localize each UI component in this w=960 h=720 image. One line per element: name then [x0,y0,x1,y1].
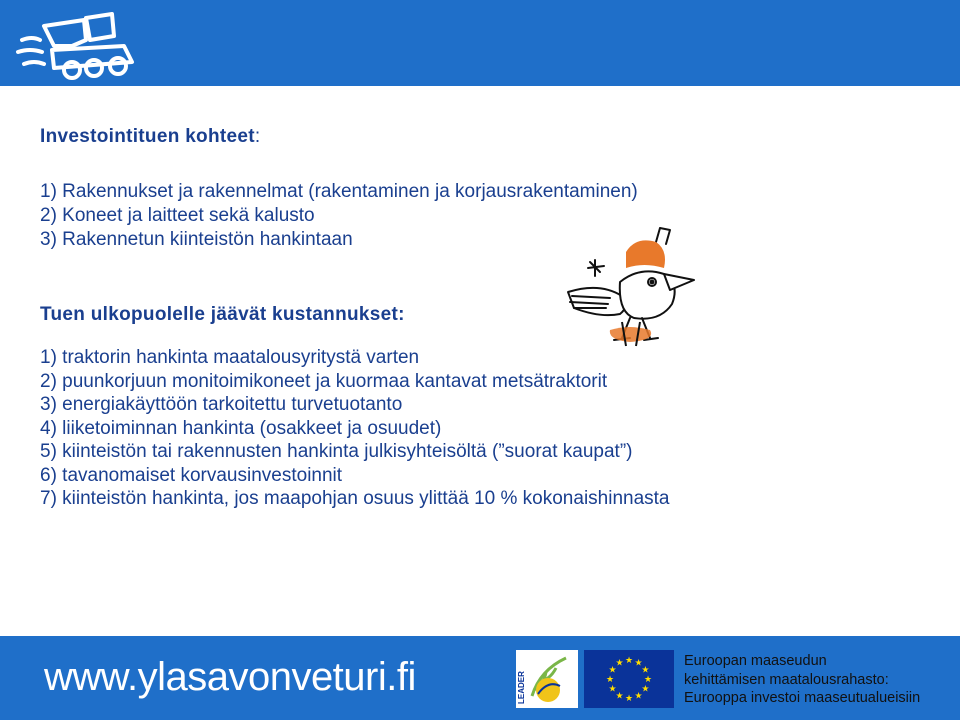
eu-star: ★ [641,683,650,694]
list-item: 2) puunkorjuun monitoimikoneet ja kuormaa kantavat metsätraktorit [40,370,608,392]
cartoon-bird-icon [560,222,710,357]
eu-star: ★ [615,657,624,668]
list-item: 4) liiketoiminnan hankinta (osakkeet ja osuudet) [40,417,442,439]
eu-flag [584,650,674,708]
eu-star: ★ [624,693,634,703]
leader-label: LEADER [517,671,526,704]
eu-star: ★ [615,690,624,701]
eu-text-line: kehittämisen maatalousrahasto: [684,671,889,688]
train-logo-icon [14,6,144,82]
header-bar [0,0,960,86]
list-item: 3) Rakennetun kiinteistön hankintaan [40,229,353,250]
eu-flag-icon [584,650,674,708]
eu-star: ★ [643,674,653,684]
list-item: 3) energiakäyttöön tarkoitettu turvetuotanto [40,394,403,415]
eu-text-line: Euroopan maaseudun [684,653,827,669]
eu-star: ★ [605,674,615,684]
section-title-investment: Investointituen kohteet: [40,126,261,147]
website-link[interactable]: www.ylasavonveturi.fi [44,655,416,699]
eu-fund-text [684,652,920,708]
eu-star: ★ [608,664,617,675]
list-item: 6) tavanomaiset korvausinvestoinnit [40,464,343,486]
leader-logo [516,650,578,708]
investment-list [40,180,638,252]
eu-text-line: Eurooppa investoi maaseutualueisiin [684,690,921,706]
leader-logo-icon [516,650,578,708]
section-title-excluded: Tuen ulkopuolelle jäävät kustannukset: [40,304,405,325]
excluded-costs-list [40,346,670,511]
eu-star: ★ [641,664,650,675]
eu-star: ★ [634,690,643,701]
list-item: 1) traktorin hankinta maatalousyritystä varten [40,347,420,368]
list-item: 1) Rakennukset ja rakennelmat (rakentaminen ja korjausrakentaminen) [40,181,638,202]
eu-star: ★ [608,683,617,694]
list-item: 2) Koneet ja laitteet sekä kalusto [40,205,315,226]
eu-star: ★ [634,657,643,668]
eu-star: ★ [624,655,634,665]
list-item: 5) kiinteistön tai rakennusten hankinta julkisyhteisöltä (”suorat kaupat”) [40,441,633,462]
list-item: 7) kiinteistön hankinta, jos maapohjan osuus ylittää 10 % kokonaishinnasta [40,488,670,509]
